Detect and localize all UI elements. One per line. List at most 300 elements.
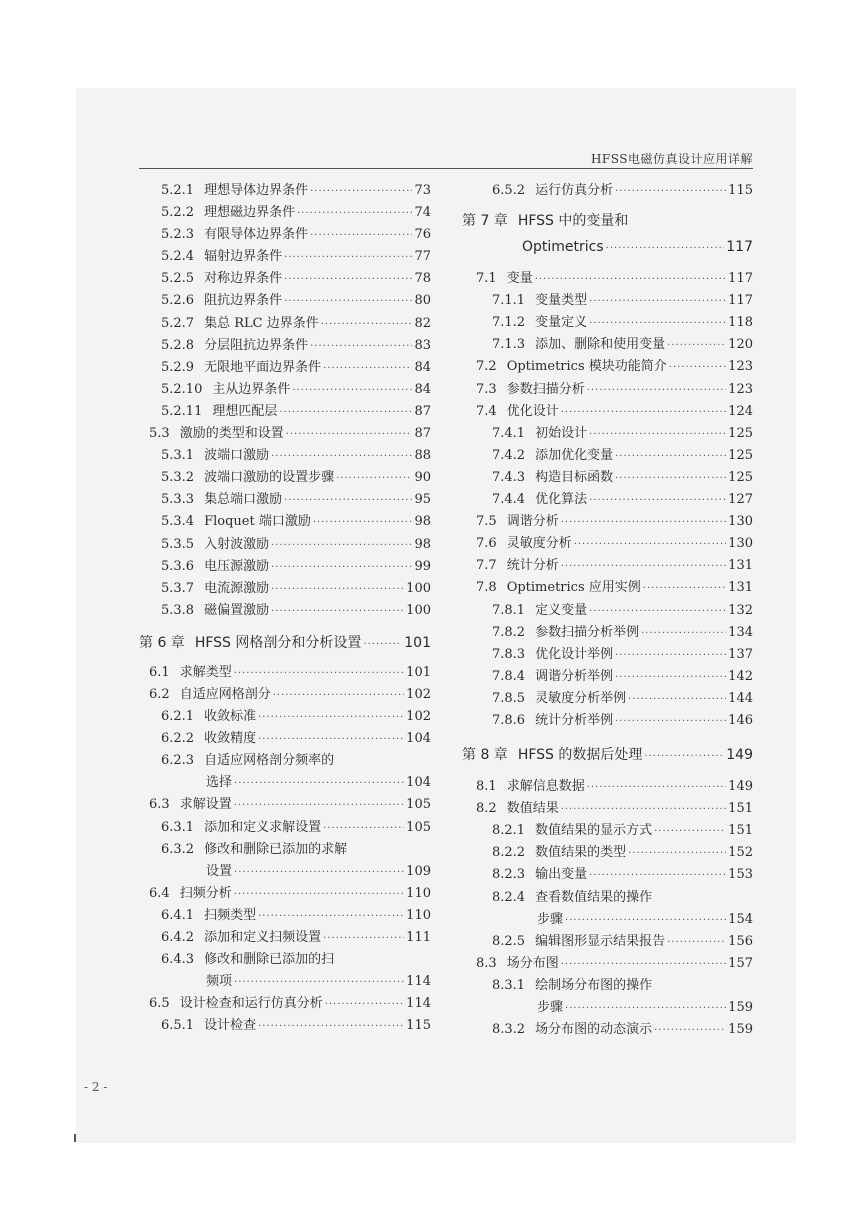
toc-page-number: 127 <box>728 492 753 508</box>
leader-dots <box>258 729 404 751</box>
toc-page-number: 120 <box>728 337 753 353</box>
toc-page-number: 125 <box>728 469 753 485</box>
toc-title: 电压源激励 <box>204 558 270 574</box>
toc-entry <box>139 224 431 246</box>
toc-title: 自适应网格剖分频率的 <box>204 753 335 769</box>
leader-dots <box>323 928 404 950</box>
toc-entry <box>139 379 431 401</box>
leader-dots <box>323 818 404 840</box>
toc-page-number: 154 <box>728 911 753 927</box>
toc-entry <box>462 644 753 666</box>
toc-title: 选择 <box>206 775 233 791</box>
toc-title: 求解类型 <box>179 664 232 680</box>
toc-title: 求解设置 <box>179 797 232 813</box>
toc-entry <box>462 931 753 953</box>
toc-page-number: 90 <box>414 470 431 486</box>
toc-entry <box>139 556 431 578</box>
toc-title: 修改和删除已添加的扫 <box>204 952 335 968</box>
leader-dots <box>234 663 404 685</box>
toc-title: 有限导体边界条件 <box>204 227 309 243</box>
toc-title: 设置 <box>206 863 233 879</box>
toc-entry <box>462 379 753 401</box>
leader-dots <box>615 446 726 468</box>
toc-title: 电流源激励 <box>204 580 270 596</box>
toc-page-number: 77 <box>414 249 431 265</box>
toc-title: 优化设计 <box>506 403 559 419</box>
toc-title: 添加和定义求解设置 <box>204 819 322 835</box>
toc-number: 5.2.5 <box>161 271 195 287</box>
leader-dots <box>297 203 412 225</box>
toc-entry <box>462 622 753 644</box>
toc-number: 5.2.11 <box>161 403 203 419</box>
toc-entry <box>462 688 753 710</box>
toc-number: 7.1 <box>476 271 497 287</box>
toc-page-number: 83 <box>414 337 431 353</box>
leader-dots <box>325 994 404 1016</box>
toc-page-number: 76 <box>414 227 431 243</box>
leader-dots <box>321 314 413 336</box>
leader-dots <box>574 534 726 556</box>
toc-entry <box>139 489 431 511</box>
toc-page-number: 117 <box>728 293 753 309</box>
toc-entry <box>462 710 753 732</box>
leader-dots <box>271 601 404 623</box>
toc-page-number: 117 <box>726 239 753 256</box>
toc-number: 第 8 章 <box>462 747 508 764</box>
toc-title: 阻抗边界条件 <box>204 293 283 309</box>
toc-entry <box>139 684 431 706</box>
toc-entry <box>462 820 753 842</box>
toc-page-number: 74 <box>414 205 431 221</box>
toc-entry <box>139 794 431 816</box>
toc-page-number: 110 <box>406 907 431 923</box>
toc-page-number: 146 <box>728 712 753 728</box>
toc-page-number: 156 <box>728 933 753 949</box>
toc-page-number: 104 <box>406 731 431 747</box>
toc-page-number: 118 <box>728 315 753 331</box>
toc-title: 添加优化变量 <box>535 447 614 463</box>
leader-dots <box>587 777 726 799</box>
toc-title: Optimetrics 应用实例 <box>506 580 641 596</box>
toc-left-column <box>139 180 431 1037</box>
toc-page-number: 88 <box>414 448 431 464</box>
toc-title: 频项 <box>206 974 233 990</box>
toc-entry <box>139 750 431 772</box>
leader-dots <box>561 556 726 578</box>
toc-title: 定义变量 <box>535 602 588 618</box>
toc-title: 灵敏度分析举例 <box>535 690 627 706</box>
toc-number: 5.3.5 <box>161 536 195 552</box>
leader-dots <box>310 181 412 203</box>
leader-dots <box>258 707 404 729</box>
toc-page-number: 125 <box>728 447 753 463</box>
toc-number: 8.2 <box>476 801 497 817</box>
toc-title: 绘制场分布图的操作 <box>535 977 653 993</box>
toc-chapter-entry <box>462 234 753 260</box>
toc-title: 波端口激励 <box>204 448 270 464</box>
toc-entry <box>139 534 431 556</box>
leader-dots <box>292 380 412 402</box>
leader-dots <box>273 685 404 707</box>
toc-number: 6.3.1 <box>161 819 195 835</box>
toc-entry <box>462 776 753 798</box>
leader-dots <box>587 380 726 402</box>
toc-title: 添加、删除和使用变量 <box>535 337 666 353</box>
toc-title: 优化设计举例 <box>535 646 614 662</box>
toc-page-number: 78 <box>414 271 431 287</box>
toc-number: 7.7 <box>476 558 497 574</box>
toc-page-number: 102 <box>406 686 431 702</box>
toc-entry <box>139 772 431 794</box>
toc-number: 7.8.1 <box>492 602 526 618</box>
toc-entry <box>139 993 431 1015</box>
toc-title: 设计检查和运行仿真分析 <box>179 996 323 1012</box>
leader-dots <box>654 1020 726 1042</box>
toc-entry <box>462 555 753 577</box>
toc-entry <box>139 313 431 335</box>
toc-number: 5.2.3 <box>161 227 195 243</box>
leader-dots <box>258 906 404 928</box>
leader-dots <box>589 291 726 313</box>
leader-dots <box>669 357 726 379</box>
toc-page-number: 142 <box>728 668 753 684</box>
toc-entry <box>462 577 753 599</box>
toc-page-number: 131 <box>728 580 753 596</box>
toc-number: 5.3.3 <box>161 492 195 508</box>
toc-title: 求解信息数据 <box>506 779 585 795</box>
toc-number: 7.2 <box>476 359 497 375</box>
toc-page-number: 114 <box>406 974 431 990</box>
leader-dots <box>313 512 413 534</box>
toc-title: 理想磁边界条件 <box>204 205 296 221</box>
toc-entry <box>462 180 753 202</box>
leader-dots <box>279 402 412 424</box>
toc-entry <box>462 489 753 511</box>
leader-dots <box>234 884 404 906</box>
leader-dots <box>535 269 726 291</box>
toc-page-number: 149 <box>728 779 753 795</box>
toc-title: 构造目标函数 <box>535 469 614 485</box>
toc-number: 6.2.1 <box>161 709 195 725</box>
toc-title: 辐射边界条件 <box>204 249 283 265</box>
toc-number: 第 7 章 <box>462 213 508 230</box>
toc-title: 步骤 <box>537 911 564 927</box>
leader-dots <box>234 795 404 817</box>
leader-dots <box>323 358 412 380</box>
toc-page-number: 111 <box>406 930 431 945</box>
toc-page-number: 73 <box>414 183 431 198</box>
leader-dots <box>641 623 726 645</box>
toc-entry <box>462 842 753 864</box>
toc-title: Optimetrics 模块功能简介 <box>506 359 667 375</box>
toc-entry <box>139 817 431 839</box>
leader-dots <box>271 557 412 579</box>
toc-entry <box>139 728 431 750</box>
toc-title: 无限地平面边界条件 <box>204 359 322 375</box>
toc-title: 编辑图形显示结果报告 <box>535 933 666 949</box>
toc-entry <box>139 445 431 467</box>
toc-number: 7.8.4 <box>492 668 526 684</box>
toc-title: HFSS 网格剖分和分析设置 <box>194 634 362 651</box>
toc-number: 8.2.1 <box>492 823 526 839</box>
toc-entry <box>139 861 431 883</box>
toc-page-number: 114 <box>406 996 431 1012</box>
toc-page-number: 100 <box>406 602 431 618</box>
leader-dots <box>589 313 726 335</box>
toc-page-number: 131 <box>728 558 753 574</box>
toc-page-number: 149 <box>726 747 753 764</box>
toc-title: 数值结果 <box>506 801 559 817</box>
running-header: HFSS电磁仿真设计应用详解 <box>590 152 753 166</box>
toc-entry <box>139 883 431 905</box>
toc-entry <box>139 927 431 949</box>
toc-page-number: 98 <box>414 514 431 530</box>
toc-page-number: 124 <box>728 403 753 419</box>
toc-title: 磁偏置激励 <box>204 602 270 618</box>
toc-page-number: 109 <box>406 863 431 879</box>
toc-number: 5.3.4 <box>161 514 195 530</box>
leader-dots <box>284 490 412 512</box>
toc-number: 6.5.1 <box>161 1018 195 1034</box>
toc-entry <box>462 864 753 886</box>
toc-title: 变量类型 <box>535 293 588 309</box>
toc-title: 理想匹配层 <box>212 403 278 419</box>
toc-number: 7.1.1 <box>492 293 526 309</box>
toc-entry <box>462 953 753 975</box>
toc-page-number: 104 <box>406 775 431 791</box>
toc-number: 7.3 <box>476 381 497 397</box>
toc-number: 8.2.5 <box>492 933 526 949</box>
leader-dots <box>615 711 726 733</box>
toc-page-number: 125 <box>728 425 753 441</box>
toc-entry <box>462 798 753 820</box>
leader-dots <box>284 269 412 291</box>
toc-page-number: 98 <box>414 536 431 552</box>
toc-entry <box>462 1019 753 1041</box>
toc-number: 6.4.3 <box>161 952 195 968</box>
leader-dots <box>258 1016 404 1038</box>
toc-number: 7.8.2 <box>492 624 526 640</box>
toc-page-number: 115 <box>728 183 753 198</box>
page-number: - 2 - <box>84 1080 108 1094</box>
toc-page-number: 101 <box>404 634 431 651</box>
toc-title: 集总端口激励 <box>204 492 283 508</box>
toc-chapter-entry <box>139 630 431 656</box>
toc-number: 7.5 <box>476 514 497 530</box>
leader-dots <box>615 181 726 203</box>
toc-title: 场分布图 <box>506 955 559 971</box>
scan-edge-mark <box>74 1134 76 1142</box>
toc-chapter-entry <box>462 208 753 234</box>
toc-title: 运行仿真分析 <box>535 183 614 198</box>
toc-entry <box>462 909 753 931</box>
toc-number: 5.3.1 <box>161 448 195 464</box>
toc-title: 添加和定义扫频设置 <box>204 930 322 945</box>
toc-title: 统计分析 <box>506 558 559 574</box>
toc-entry <box>462 511 753 533</box>
leader-dots <box>284 291 412 313</box>
toc-title: 数值结果的显示方式 <box>535 823 653 839</box>
toc-entry <box>462 666 753 688</box>
leader-dots <box>310 336 412 358</box>
toc-title: 主从边界条件 <box>212 381 291 397</box>
toc-title: 调谐分析 <box>506 514 559 530</box>
toc-entry <box>139 706 431 728</box>
toc-entry <box>462 268 753 290</box>
toc-entry <box>139 600 431 622</box>
toc-number: 6.2 <box>149 686 170 702</box>
toc-entry <box>139 467 431 489</box>
toc-entry <box>139 511 431 533</box>
toc-title: 统计分析举例 <box>535 712 614 728</box>
toc-page-number: 82 <box>414 315 431 331</box>
toc-page-number: 105 <box>406 819 431 835</box>
toc-page-number: 157 <box>728 955 753 971</box>
toc-number: 5.2.2 <box>161 205 195 221</box>
leader-dots <box>561 799 726 821</box>
toc-number: 7.8.6 <box>492 712 526 728</box>
toc-title: HFSS 中的变量和 <box>517 213 629 230</box>
toc-number: 6.4.1 <box>161 907 195 923</box>
toc-page-number: 123 <box>728 359 753 375</box>
toc-number: 8.2.3 <box>492 867 526 883</box>
toc-number: 7.8.3 <box>492 646 526 662</box>
toc-entry <box>462 290 753 312</box>
leader-dots <box>234 972 404 994</box>
leader-dots <box>271 535 412 557</box>
toc-number: 7.4.4 <box>492 492 526 508</box>
toc-page-number: 84 <box>414 381 431 397</box>
toc-title: 设计检查 <box>204 1018 257 1034</box>
toc-number: 8.1 <box>476 779 497 795</box>
leader-dots <box>565 910 726 932</box>
toc-title: 数值结果的类型 <box>535 845 627 861</box>
leader-dots <box>615 667 726 689</box>
leader-dots <box>628 843 726 865</box>
toc-number: 5.2.6 <box>161 293 195 309</box>
toc-page-number: 144 <box>728 690 753 706</box>
toc-number: 7.8.5 <box>492 690 526 706</box>
toc-page-number: 151 <box>728 801 753 817</box>
toc-title: 自适应网格剖分 <box>179 686 271 702</box>
leader-dots <box>561 402 726 424</box>
leader-dots <box>286 424 413 446</box>
toc-page-number: 101 <box>406 664 431 680</box>
leader-dots <box>644 744 724 770</box>
toc-number: 5.3 <box>149 426 170 442</box>
toc-entry <box>462 356 753 378</box>
leader-dots <box>643 578 726 600</box>
toc-title: 变量 <box>506 271 533 287</box>
toc-title: 变量定义 <box>535 315 588 331</box>
toc-entry <box>462 445 753 467</box>
toc-title: 分层阻抗边界条件 <box>204 337 309 353</box>
toc-page-number: 123 <box>728 381 753 397</box>
toc-entry <box>462 312 753 334</box>
toc-title: 初始设计 <box>535 425 588 441</box>
toc-number: 5.2.4 <box>161 249 195 265</box>
toc-page-number: 132 <box>728 602 753 618</box>
toc-number: 5.3.6 <box>161 558 195 574</box>
toc-page-number: 100 <box>406 580 431 596</box>
toc-number: 6.2.2 <box>161 731 195 747</box>
toc-entry <box>139 202 431 224</box>
toc-page-number: 130 <box>728 536 753 552</box>
toc-number: 5.3.2 <box>161 470 195 486</box>
leader-dots <box>615 645 726 667</box>
toc-entry <box>462 334 753 356</box>
toc-entry <box>462 975 753 997</box>
toc-number: 6.2.3 <box>161 753 195 769</box>
toc-number: 8.3 <box>476 955 497 971</box>
toc-number: 5.2.9 <box>161 359 195 375</box>
toc-entry <box>462 997 753 1019</box>
toc-title: 收敛标准 <box>204 709 257 725</box>
toc-number: 5.3.8 <box>161 602 195 618</box>
toc-entry <box>139 905 431 927</box>
toc-number: 5.2.10 <box>161 381 203 397</box>
toc-number: 6.3.2 <box>161 841 195 857</box>
toc-entry <box>139 357 431 379</box>
toc-title: 集总 RLC 边界条件 <box>204 315 319 331</box>
toc-number: 5.2.1 <box>161 183 195 198</box>
toc-title: HFSS 的数据后处理 <box>517 747 643 764</box>
toc-number: 6.4 <box>149 885 170 901</box>
toc-entry <box>462 600 753 622</box>
toc-page-number: 87 <box>414 426 431 442</box>
toc-page-number: 134 <box>728 624 753 640</box>
toc-number: 7.1.2 <box>492 315 526 331</box>
toc-title: 步骤 <box>537 1000 564 1015</box>
leader-dots <box>336 468 412 490</box>
toc-right-column <box>462 180 753 1041</box>
toc-page-number: 130 <box>728 514 753 530</box>
toc-title: Floquet 端口激励 <box>204 514 311 530</box>
leader-dots <box>589 424 726 446</box>
leader-dots <box>589 601 726 623</box>
toc-entry <box>139 401 431 423</box>
toc-page-number: 117 <box>728 271 753 287</box>
toc-title: 激励的类型和设置 <box>179 426 284 442</box>
toc-number: 7.4.3 <box>492 469 526 485</box>
leader-dots <box>363 632 402 658</box>
toc-entry <box>462 887 753 909</box>
toc-title: 查看数值结果的操作 <box>535 889 653 905</box>
toc-page-number: 102 <box>406 709 431 725</box>
toc-number: 7.4.1 <box>492 425 526 441</box>
toc-number: 8.3.2 <box>492 1022 526 1038</box>
leader-dots <box>628 689 726 711</box>
leader-dots <box>615 468 726 490</box>
leader-dots <box>561 512 726 534</box>
toc-title: 理想导体边界条件 <box>204 183 309 198</box>
toc-page-number: 115 <box>406 1018 431 1034</box>
toc-entry <box>139 180 431 202</box>
toc-number: 7.8 <box>476 580 497 596</box>
toc-entry <box>139 578 431 600</box>
toc-number: 6.3 <box>149 797 170 813</box>
toc-page-number: 84 <box>414 359 431 375</box>
header-rule <box>139 168 753 169</box>
toc-entry <box>139 290 431 312</box>
toc-entry <box>462 401 753 423</box>
toc-number: 6.5 <box>149 996 170 1012</box>
toc-number: 5.3.7 <box>161 580 195 596</box>
toc-title: 场分布图的动态演示 <box>535 1022 653 1038</box>
toc-page-number: 152 <box>728 845 753 861</box>
toc-number: 6.4.2 <box>161 930 195 945</box>
toc-number: 5.2.8 <box>161 337 195 353</box>
